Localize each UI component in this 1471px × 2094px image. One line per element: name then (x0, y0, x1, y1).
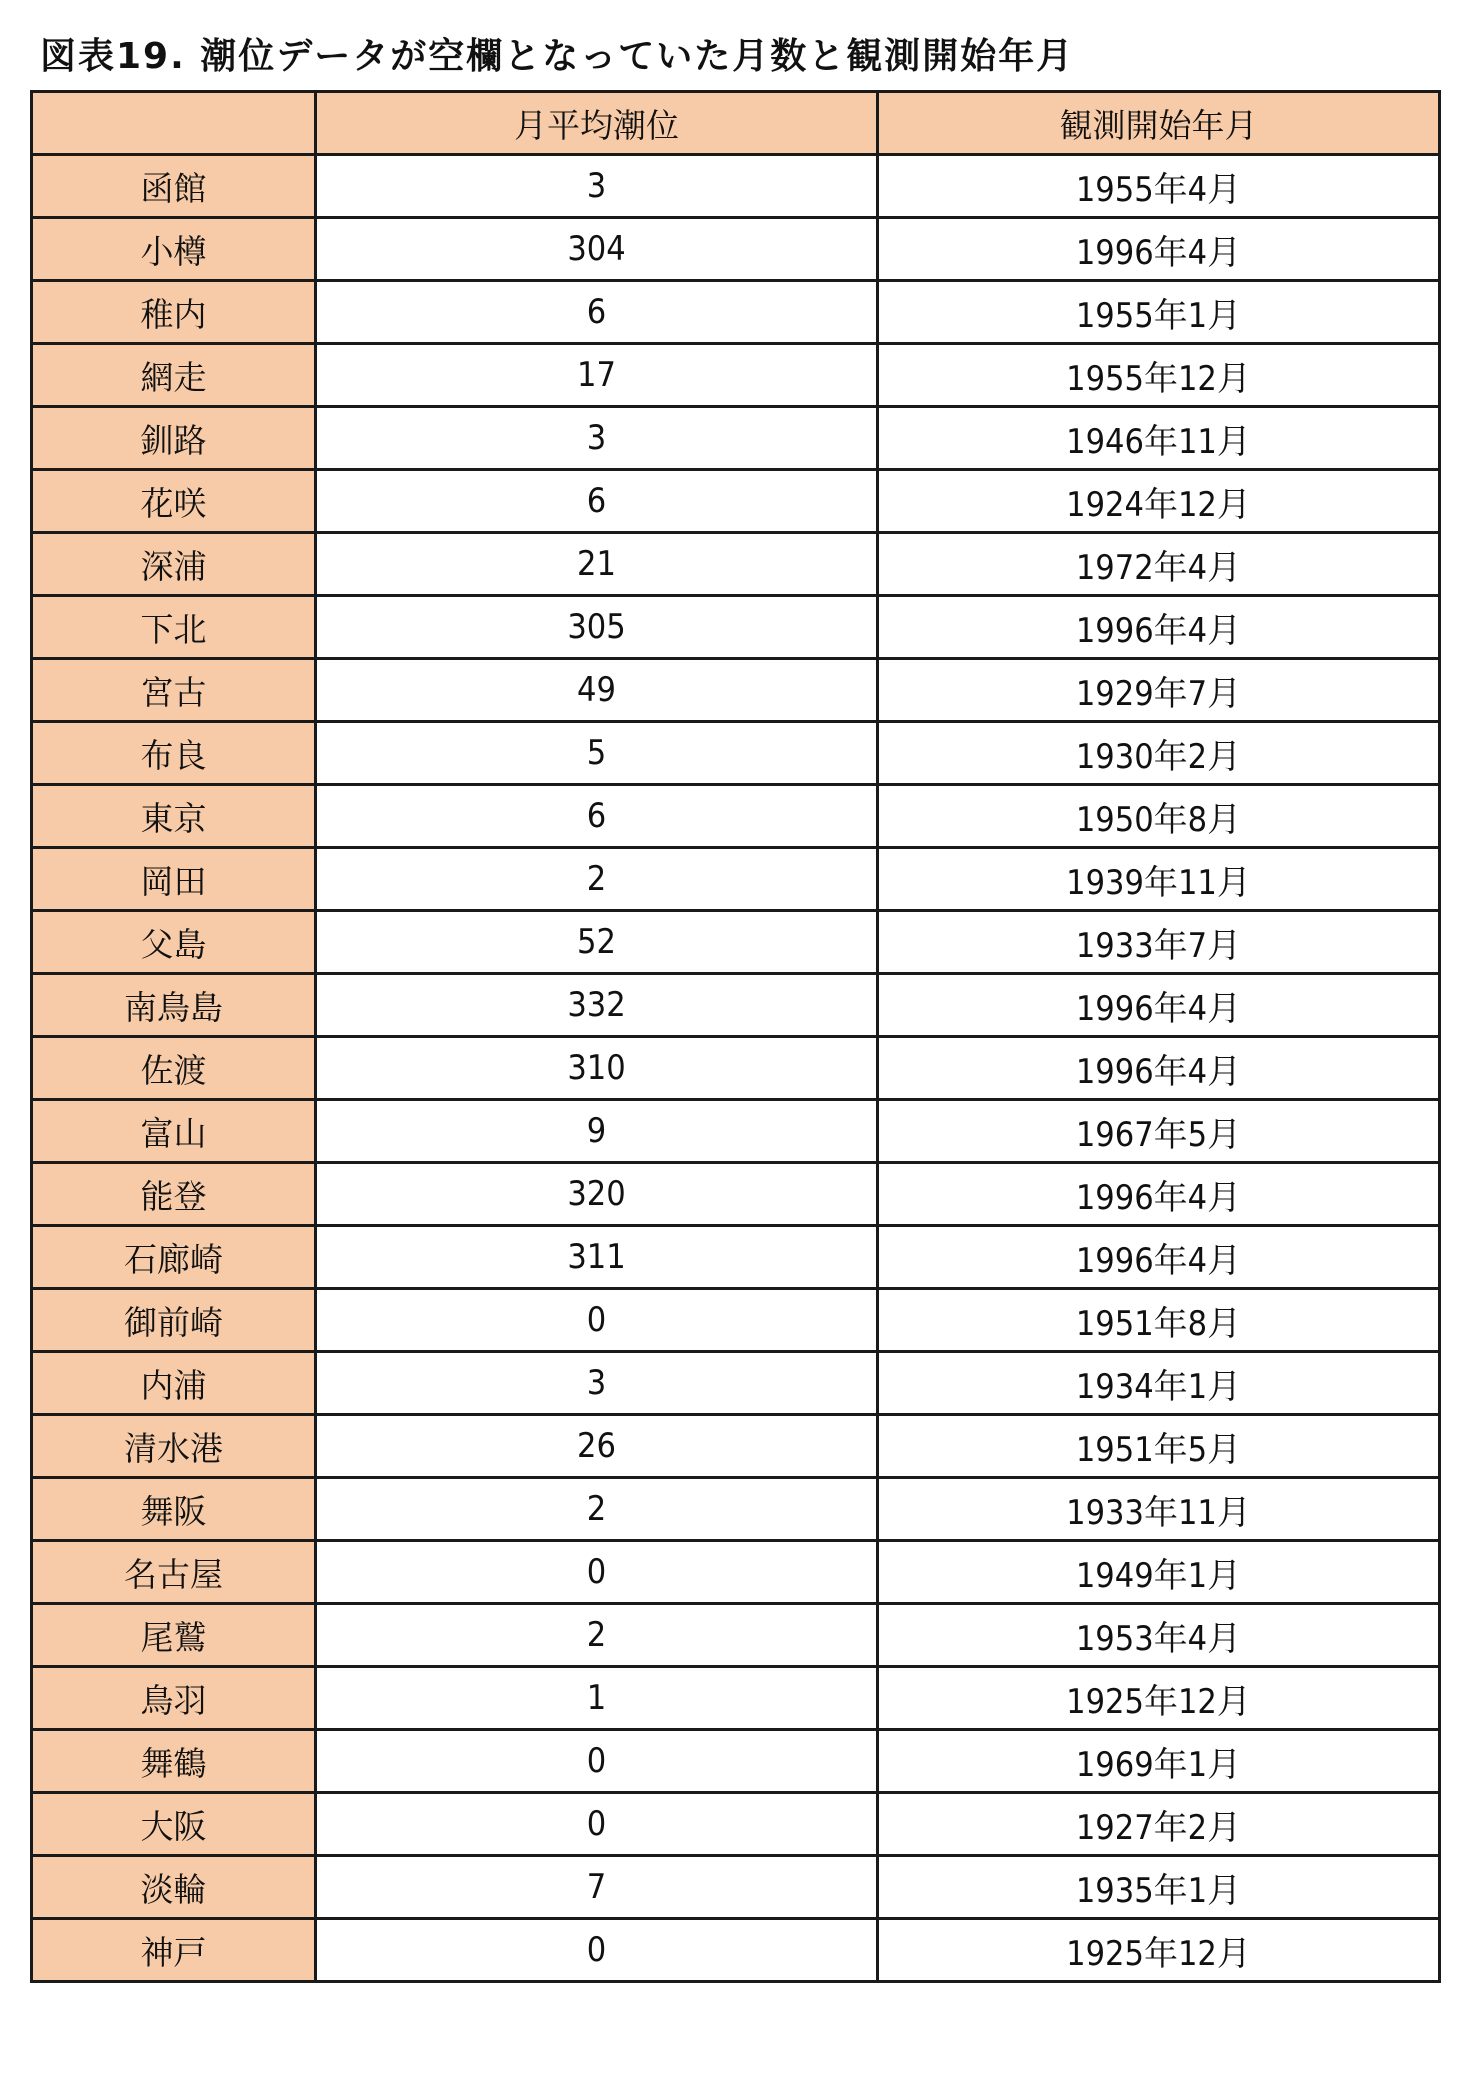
header-observation-start: 観測開始年月 (878, 92, 1440, 155)
observation-start-cell: 1996年4月 (878, 1226, 1440, 1289)
missing-months-cell: 311 (316, 1226, 878, 1289)
table-row (32, 1856, 1440, 1919)
observation-start-cell: 1996年4月 (878, 218, 1440, 281)
observation-start-cell: 1925年12月 (878, 1667, 1440, 1730)
station-cell: 網走 (32, 344, 316, 407)
observation-start-cell: 1996年4月 (878, 596, 1440, 659)
station-cell: 佐渡 (32, 1037, 316, 1100)
header-monthly-mean-tide: 月平均潮位 (316, 92, 878, 155)
missing-months-cell: 320 (316, 1163, 878, 1226)
observation-start-cell: 1934年1月 (878, 1352, 1440, 1415)
table-row (32, 155, 1440, 218)
station-cell: 舞鶴 (32, 1730, 316, 1793)
missing-months-cell: 7 (316, 1856, 878, 1919)
station-cell: 稚内 (32, 281, 316, 344)
table-row (32, 1919, 1440, 1982)
observation-start-cell: 1939年11月 (878, 848, 1440, 911)
station-cell: 石廊崎 (32, 1226, 316, 1289)
observation-start-cell: 1955年12月 (878, 344, 1440, 407)
missing-months-cell: 304 (316, 218, 878, 281)
station-cell: 神戸 (32, 1919, 316, 1982)
table-row (32, 1604, 1440, 1667)
header-row (32, 92, 1440, 155)
table-row (32, 1100, 1440, 1163)
missing-months-cell: 17 (316, 344, 878, 407)
station-cell: 花咲 (32, 470, 316, 533)
station-cell: 名古屋 (32, 1541, 316, 1604)
observation-start-cell: 1967年5月 (878, 1100, 1440, 1163)
station-cell: 南鳥島 (32, 974, 316, 1037)
observation-start-cell: 1930年2月 (878, 722, 1440, 785)
missing-months-cell: 52 (316, 911, 878, 974)
missing-months-cell: 3 (316, 1352, 878, 1415)
observation-start-cell: 1924年12月 (878, 470, 1440, 533)
station-cell: 釧路 (32, 407, 316, 470)
missing-months-cell: 0 (316, 1730, 878, 1793)
station-cell: 東京 (32, 785, 316, 848)
station-cell: 函館 (32, 155, 316, 218)
observation-start-cell: 1955年4月 (878, 155, 1440, 218)
station-cell: 岡田 (32, 848, 316, 911)
table-row (32, 911, 1440, 974)
missing-months-cell: 310 (316, 1037, 878, 1100)
observation-start-cell: 1927年2月 (878, 1793, 1440, 1856)
observation-start-cell: 1925年12月 (878, 1919, 1440, 1982)
table-row (32, 1541, 1440, 1604)
table-row (32, 1667, 1440, 1730)
observation-start-cell: 1969年1月 (878, 1730, 1440, 1793)
table-row (32, 1478, 1440, 1541)
missing-months-cell: 6 (316, 785, 878, 848)
table-row (32, 1415, 1440, 1478)
table-row (32, 1163, 1440, 1226)
observation-start-cell: 1951年5月 (878, 1415, 1440, 1478)
table-row (32, 344, 1440, 407)
station-cell: 能登 (32, 1163, 316, 1226)
table-row (32, 974, 1440, 1037)
table-row (32, 1226, 1440, 1289)
missing-months-cell: 5 (316, 722, 878, 785)
missing-months-cell: 0 (316, 1919, 878, 1982)
observation-start-cell: 1996年4月 (878, 1037, 1440, 1100)
table-row (32, 848, 1440, 911)
observation-start-cell: 1933年7月 (878, 911, 1440, 974)
table-row (32, 470, 1440, 533)
missing-months-cell: 2 (316, 1604, 878, 1667)
station-cell: 御前崎 (32, 1289, 316, 1352)
missing-months-cell: 0 (316, 1289, 878, 1352)
missing-months-cell: 21 (316, 533, 878, 596)
table-row (32, 659, 1440, 722)
station-cell: 大阪 (32, 1793, 316, 1856)
observation-start-cell: 1996年4月 (878, 974, 1440, 1037)
table-row (32, 407, 1440, 470)
missing-months-cell: 49 (316, 659, 878, 722)
observation-start-cell: 1933年11月 (878, 1478, 1440, 1541)
station-cell: 舞阪 (32, 1478, 316, 1541)
station-cell: 尾鷲 (32, 1604, 316, 1667)
observation-start-cell: 1972年4月 (878, 533, 1440, 596)
table-row (32, 281, 1440, 344)
observation-start-cell: 1951年8月 (878, 1289, 1440, 1352)
observation-start-cell: 1935年1月 (878, 1856, 1440, 1919)
station-cell: 内浦 (32, 1352, 316, 1415)
table-row (32, 533, 1440, 596)
table-row (32, 1793, 1440, 1856)
observation-start-cell: 1950年8月 (878, 785, 1440, 848)
table-row (32, 785, 1440, 848)
missing-months-cell: 0 (316, 1793, 878, 1856)
missing-months-cell: 305 (316, 596, 878, 659)
station-cell: 下北 (32, 596, 316, 659)
observation-start-cell: 1929年7月 (878, 659, 1440, 722)
station-cell: 深浦 (32, 533, 316, 596)
table-row (32, 596, 1440, 659)
missing-months-cell: 2 (316, 1478, 878, 1541)
station-cell: 鳥羽 (32, 1667, 316, 1730)
station-cell: 小樽 (32, 218, 316, 281)
missing-months-cell: 6 (316, 281, 878, 344)
missing-months-cell: 6 (316, 470, 878, 533)
missing-months-cell: 9 (316, 1100, 878, 1163)
missing-months-cell: 2 (316, 848, 878, 911)
missing-months-cell: 332 (316, 974, 878, 1037)
missing-months-cell: 26 (316, 1415, 878, 1478)
station-cell: 清水港 (32, 1415, 316, 1478)
missing-months-cell: 3 (316, 407, 878, 470)
data-table (30, 90, 1441, 1983)
observation-start-cell: 1996年4月 (878, 1163, 1440, 1226)
missing-months-cell: 3 (316, 155, 878, 218)
table-row (32, 722, 1440, 785)
missing-months-cell: 1 (316, 1667, 878, 1730)
table-row (32, 1289, 1440, 1352)
observation-start-cell: 1949年1月 (878, 1541, 1440, 1604)
page-title: 図表19. 潮位データが空欄となっていた月数と観測開始年月 (40, 36, 1075, 77)
missing-months-cell: 0 (316, 1541, 878, 1604)
observation-start-cell: 1946年11月 (878, 407, 1440, 470)
station-cell: 父島 (32, 911, 316, 974)
station-cell: 富山 (32, 1100, 316, 1163)
table-body (32, 155, 1440, 1982)
station-cell: 宮古 (32, 659, 316, 722)
table-row (32, 1352, 1440, 1415)
station-cell: 布良 (32, 722, 316, 785)
table-row (32, 218, 1440, 281)
observation-start-cell: 1955年1月 (878, 281, 1440, 344)
station-cell: 淡輪 (32, 1856, 316, 1919)
table-row (32, 1037, 1440, 1100)
observation-start-cell: 1953年4月 (878, 1604, 1440, 1667)
header-station (32, 92, 316, 155)
table-row (32, 1730, 1440, 1793)
